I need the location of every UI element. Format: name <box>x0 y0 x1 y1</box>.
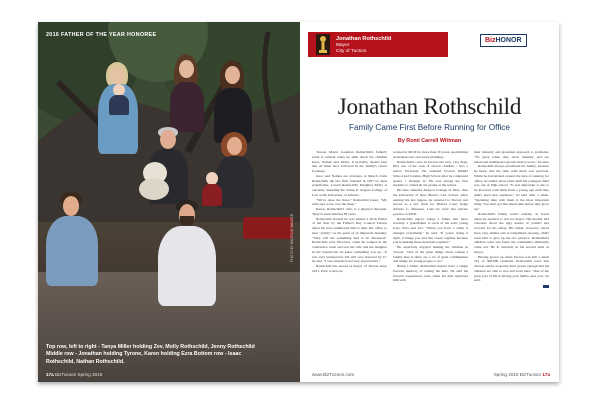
magazine-spread <box>38 22 559 382</box>
photo-credit: PHOTO BY BALFOUR WALKER <box>290 213 294 262</box>
left-footer-season: Spring 2016 <box>77 372 103 377</box>
paragraph: "We've done the three," Rothschild joked. "My wife says we're over the three." <box>312 197 387 207</box>
photo-caption: Top row, left to right - Tanya Miller holding Zev, Molly Rothschild, Jenny Rothschild Middle row - Jonathan holding Tyrone, Karen holding Ezra Bottom row - Isaac Rothschild, Nathan Rothschild. <box>46 344 255 365</box>
article-title: Jonathan Rothschild <box>337 94 522 119</box>
banner-name: Jonathan Rothschild <box>336 36 392 42</box>
paragraph: worked at MCR for more than 30 years, specializing in business law and estate planning. <box>393 150 468 159</box>
article-byline: By Romi Carrell Wittman <box>397 138 462 144</box>
paragraph: Tucson Mayor Jonathan Rothschild's fatherly pride is evident when he talks about his children Isaac, Nathan and Molly. It probably doesn't hurt that all three have followed in the family's career footsteps. <box>312 150 387 173</box>
paragraph: Rothschild's family wasn't entirely on board when he decided to run for mayor. His mother had concerns about the ugly nature of politics and worried for his safety. His father, however, who'd been very skilled and accomplished attorney, didn't want him to give up his law practice. Rothschild's children were and faster the community ultimately came out. He is currently in his second term as mayor. <box>474 211 549 254</box>
right-footer-season: Spring 2016 <box>493 372 519 377</box>
article-body <box>312 150 550 360</box>
paragraph: Having grown up when Tucson was still a small city of 300,000 residents, Rothschild loves that Tucson and its economy have grown enough that his children are able to live and work here. "One of the great joys of life is having your family near you," he said. <box>474 254 549 283</box>
paragraph: Rothschild's roots in Tucson run very, very deep. He's one of the sons of eleven children – he's a native Tucsonan. He attended Doolen Middle School and Catalina High School after he completed grades 7 through 12. He was among the first students to attend all six grades at the school. <box>393 159 468 188</box>
left-page-footer <box>46 372 102 377</box>
right-page-number: 17a <box>542 372 550 377</box>
banner-role: Mayor <box>336 43 350 48</box>
text-column-2 <box>393 150 468 360</box>
left-page-number: 17a <box>46 372 54 377</box>
honoree-header: 2016 FATHER OF THE YEAR HONOREE <box>46 32 157 38</box>
paragraph: Karen, Rothschild's wife, is a physical therapist. They've been married 38 years. <box>312 207 387 216</box>
trophy-icon <box>316 34 330 55</box>
footer-issue <box>494 372 550 377</box>
article-page <box>300 22 559 382</box>
paragraph: Isaac and Nathan are attorneys at Mesch Clark Rothschild, the law firm founded in 1957 by their grandfather, Lowell Rothschild. Daughter Molly is currently attending the James E. Rogers College of Law at the University of Arizona. <box>312 173 387 197</box>
logo-honor: HONOR <box>495 37 522 44</box>
logo-biz: Biz <box>485 37 496 44</box>
footer-site: www.BizTucson.com <box>312 372 355 377</box>
right-footer-pub: BizTucson <box>519 372 542 377</box>
banner-place: City of Tucson <box>336 49 367 54</box>
paragraph: Rothschild always prioritized his family, because he knew that his time with them was precious. While he had kicked around the idea of running for office, he added, those plans until his youngest child was out of high school. "It was important to me to be involved with them from a young age until they didn't need that anymore," he said with a smile. "Spending time with them is the most important thing. You don't get that much time before they grow up." <box>474 164 550 211</box>
article-end <box>474 284 549 289</box>
honoree-banner <box>308 32 448 57</box>
paragraph: He especially enjoyed making his children in Tucson. "One of the great things about raising a family here is there are a lot of great communities and things for young people to do." <box>393 245 468 264</box>
right-page-footer <box>312 372 550 377</box>
text-column-3 <box>474 150 549 360</box>
left-footer-pub: BizTucson <box>54 372 77 377</box>
family-photo-page <box>38 22 300 382</box>
end-mark-icon <box>543 285 549 288</box>
paragraph: Rothschild enjoys being a father and more recently, a grandfather to each of his son's young boys, Ezra and Zev. "When you have a child, it changes everything," he said. "If you're doing it right, it brings you and that closer together because you're making these decisions together." <box>393 216 468 245</box>
paragraph: their maturity and grounded approach to problems. "It's great when they show maturity and are emotional intelligence greater than you are," he said. <box>474 150 549 164</box>
text-column-1 <box>312 150 387 360</box>
article-subtitle: Family Came First Before Running for Office <box>349 123 510 132</box>
paragraph: He later attended Kenyon College in Ohio, then the University of New Mexico Law School. After earning his law degree, he returned to Tucson and served as a law clerk for District Court Judge Alfredo C. Marquez. Later he went into private practice at MCR. <box>393 188 468 216</box>
bizhonor-logo <box>480 34 527 47</box>
beard <box>180 216 194 226</box>
paragraph: Rothschild has served as mayor of Tucson since 2011. Prior to that, he <box>312 264 387 273</box>
paragraph: Rothschild learned he was named a 2016 Father of the Year by the Father's Day Council Tucson when his sons summoned him to their law office to hear "jointly" on the point of an important meeting. "They told me something had to be discussed," Rothschild said. However, when he walked in the conference room and saw his wife and his daughter in the boardroom, he knew something was up. "It was very unexpected. I'm still very honored by it," he said. "I was surprised and very appreciative." <box>312 216 387 264</box>
paragraph: Being a father, Rothschild doesn't have a single favorite memory of raising his kids. He said his favorite experiences were when his kids surprised him with <box>393 264 468 283</box>
red-bench <box>243 217 293 239</box>
